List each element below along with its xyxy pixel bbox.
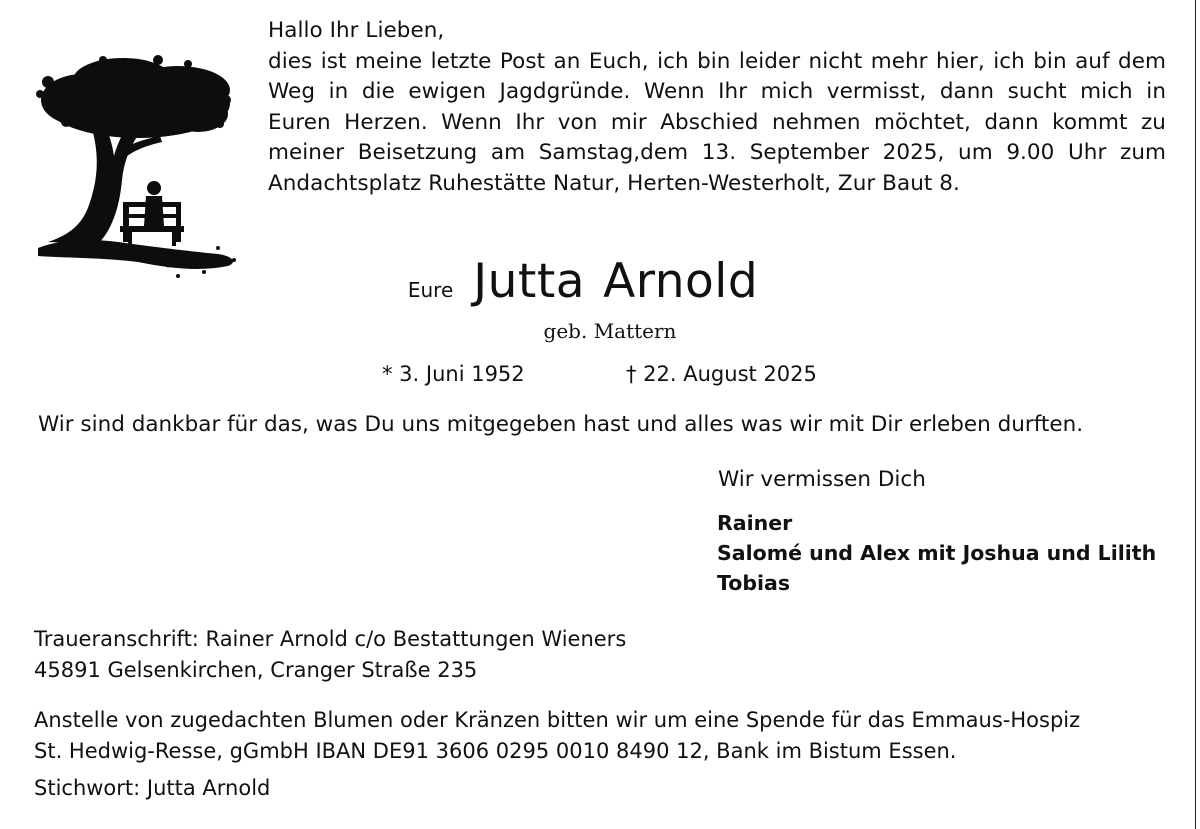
donation-request: [34, 705, 1080, 766]
family-member: Salomé und Alex mit Joshua und Lilith: [717, 541, 1157, 565]
deceased-name: [473, 254, 758, 309]
intro-line: dies ist meine letzte Post an Euch, ich bin leider nicht mehr hier, ich bin auf dem: [268, 48, 1166, 74]
family-member: Rainer: [717, 511, 793, 535]
intro-line: meiner Beisetzung am Samstag,dem 13. September 2025, um 9.00 Uhr zum: [268, 140, 1166, 165]
tree-with-bench-silhouette-icon: [28, 52, 243, 284]
right-border: [1195, 0, 1196, 829]
intro-text: [268, 16, 1168, 199]
miss-text: Wir vermissen Dich: [718, 467, 926, 492]
donation-line: St. Hedwig-Resse, gGmbH IBAN DE91 3606 0295 0010 8490 12, Bank im Bistum Essen.: [34, 738, 957, 763]
family-names: [717, 508, 1156, 598]
birth-date: * 3. Juni 1952: [382, 362, 525, 386]
deceased-name-row: [0, 254, 1200, 309]
birth-name-text: geb. Mattern: [543, 319, 677, 343]
donation-keyword: Stichwort: Jutta Arnold: [34, 776, 271, 800]
eure-label: Eure: [407, 278, 454, 302]
donation-line: Anstelle von zugedachten Blumen oder Kränzen bitten wir um eine Spende für das Emmaus-Hospiz: [34, 708, 1081, 732]
death-date: † 22. August 2025: [626, 362, 817, 386]
intro-line: Euren Herzen. Wenn Ihr von mir Abschied nehmen möchtet, dann kommt zu: [268, 109, 1166, 135]
mourning-address: [34, 624, 626, 685]
greeting: Hallo Ihr Lieben,: [268, 18, 445, 43]
thanks-text: Wir sind dankbar für das, was Du uns mitgegeben hast und alles was wir mit Dir erleben durften.: [38, 412, 1084, 437]
intro-line: Weg in die ewigen Jagdgründe. Wenn Ihr mich vermisst, dann sucht mich in: [268, 79, 1166, 104]
last-name: Arnold: [603, 254, 759, 309]
intro-line: Andachtsplatz Ruhestätte Natur, Herten-Westerholt, Zur Baut 8.: [268, 170, 960, 196]
family-member: Tobias: [717, 571, 791, 595]
birth-name: [0, 319, 1200, 343]
first-name: Jutta: [473, 254, 586, 309]
address-line: 45891 Gelsenkirchen, Cranger Straße 235: [34, 657, 478, 682]
address-line: Traueranschrift: Rainer Arnold c/o Bestattungen Wieners: [34, 627, 627, 651]
